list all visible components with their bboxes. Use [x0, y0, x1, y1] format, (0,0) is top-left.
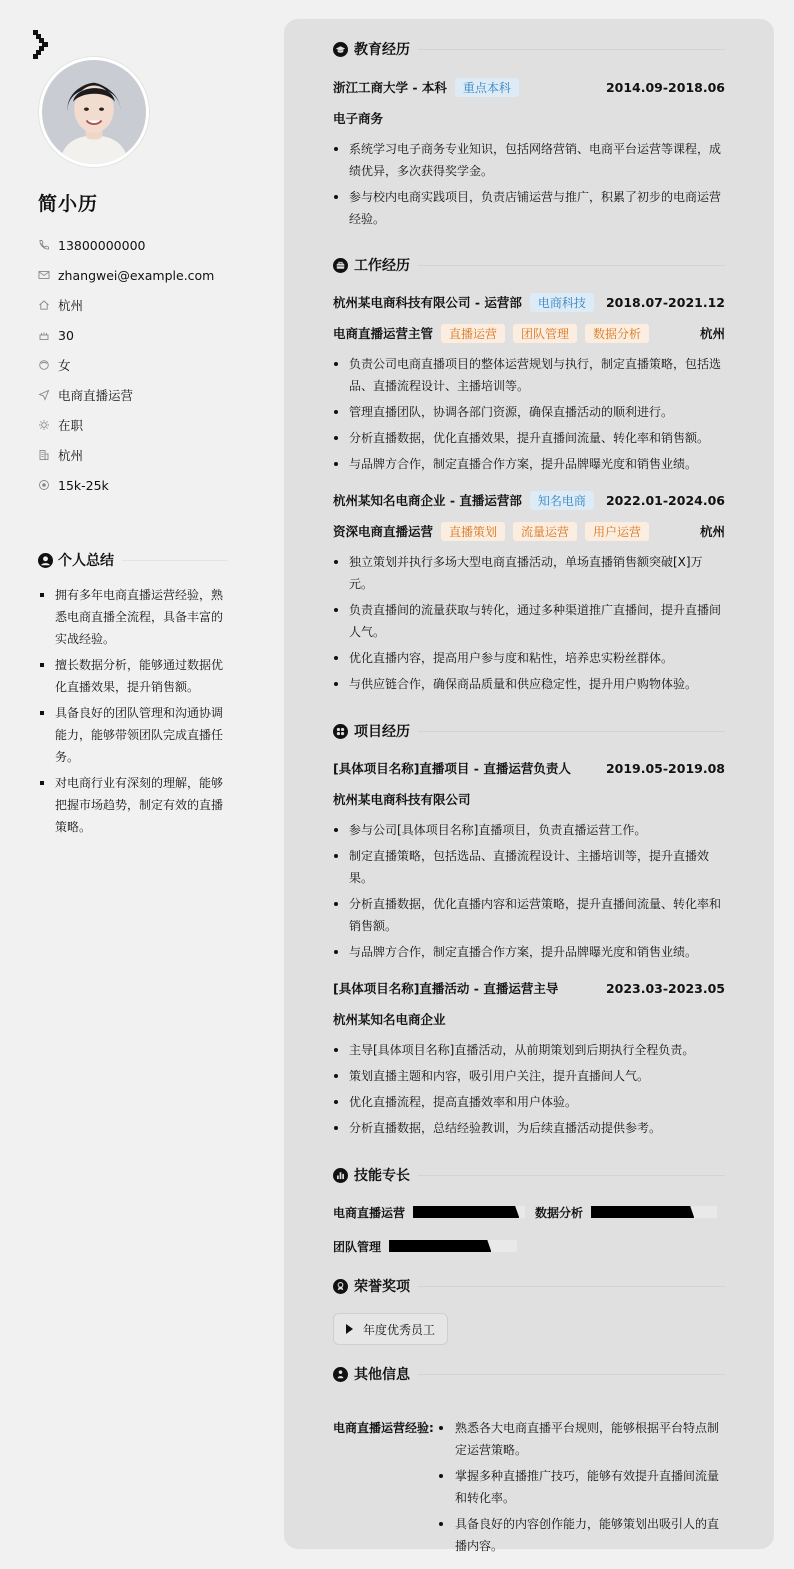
info-salary [38, 470, 214, 500]
gender-text: 女 [58, 358, 71, 373]
list-item: 策划直播主题和内容，吸引用户关注，提升直播间人气。 [333, 1065, 725, 1087]
profile-name: 简小历 [38, 193, 99, 215]
info-gender [38, 350, 214, 380]
list-item: 优化直播流程，提高直播效率和用户体验。 [333, 1091, 725, 1113]
job-city: 杭州 [699, 524, 725, 539]
job-row [333, 489, 725, 511]
project-org-row [333, 1008, 725, 1030]
role-row [333, 520, 725, 542]
summary-list [38, 584, 228, 838]
email-icon [38, 269, 50, 281]
list-item: 参与校内电商实践项目，负责店铺运营与推广，积累了初步的电商运营经验。 [333, 186, 725, 230]
list-item: 与品牌方合作，制定直播合作方案，提升品牌曝光度和销售业绩。 [333, 941, 725, 963]
summary-item: 对电商行业有深刻的理解，能够把握市场趋势，制定有效的直播策略。 [38, 772, 228, 838]
project-org-row [333, 788, 725, 810]
project-bullets [333, 819, 725, 963]
job-bullets [333, 353, 725, 475]
company-tag: 知名电商 [530, 491, 594, 510]
skill-bar-fill [591, 1206, 694, 1218]
work-header [333, 254, 725, 276]
user-circle-icon [38, 553, 53, 568]
job-entry [333, 291, 725, 479]
play-icon [346, 1324, 353, 1334]
job-row-left [333, 293, 594, 312]
summary-title: 个人总结 [58, 553, 114, 569]
project-name: [具体项目名称]直播活动 - 直播运营主导 [333, 981, 559, 996]
skill-bar-fill [413, 1206, 519, 1218]
salary-text: 15k-25k [58, 477, 109, 493]
list-item: 分析直播数据，优化直播效果，提升直播间流量、转化率和销售额。 [333, 427, 725, 449]
skill-bar [413, 1206, 525, 1218]
divider [418, 731, 725, 732]
project-org: 杭州某知名电商企业 [333, 1012, 446, 1027]
job-bullets [333, 551, 725, 695]
job-entry [333, 489, 725, 699]
list-item: 与供应链合作，确保商品质量和供应稳定性，提升用户购物体验。 [333, 673, 725, 695]
award-icon [333, 1279, 348, 1294]
position-text: 电商直播运营 [58, 388, 134, 403]
main-panel [284, 19, 774, 1553]
info-age [38, 320, 214, 350]
project-name: [具体项目名称]直播项目 - 直播运营负责人 [333, 761, 571, 776]
skill-item [333, 1236, 517, 1256]
list-item: 具备良好的内容创作能力，能够策划出吸引人的直播内容。 [437, 1513, 725, 1557]
education-bullets [333, 138, 725, 230]
company-name: 杭州某电商科技有限公司 - 运营部 [333, 295, 522, 310]
job-role: 资深电商直播运营 [333, 524, 434, 539]
status-icon [38, 419, 50, 431]
home-icon [38, 299, 50, 311]
other-title: 其他信息 [354, 1367, 410, 1383]
project-bullets [333, 1039, 725, 1139]
education-header [333, 38, 725, 60]
education-entry [333, 76, 725, 234]
list-item: 优化直播内容，提高用户参与度和粘性，培养忠实粉丝群体。 [333, 647, 725, 669]
avatar [39, 57, 149, 167]
phone-icon [38, 239, 50, 251]
summary-item: 具备良好的团队管理和沟通协调能力，能够带领团队完成直播任务。 [38, 702, 228, 768]
gender-icon [38, 359, 50, 371]
skill-name: 团队管理 [333, 1239, 382, 1254]
project-date: 2019.05-2019.08 [605, 760, 725, 776]
graduation-cap-icon [333, 42, 348, 57]
summary-item: 拥有多年电商直播运营经验，熟悉电商直播全流程，具备丰富的实战经验。 [38, 584, 228, 650]
other-header [333, 1363, 725, 1385]
summary-item: 擅长数据分析，能够通过数据优化直播效果，提升销售额。 [38, 654, 228, 698]
job-role: 电商直播运营主管 [333, 326, 434, 341]
avatar-portrait-icon [42, 60, 146, 164]
skill-tag: 团队管理 [513, 324, 577, 343]
briefcase-icon [333, 258, 348, 273]
project-date: 2023.03-2023.05 [605, 980, 725, 996]
list-item: 独立策划并执行多场大型电商直播活动，单场直播销售额突破[X]万元。 [333, 551, 725, 595]
other-list [437, 1417, 725, 1561]
phone-text: 13800000000 [58, 237, 146, 253]
send-icon [38, 389, 50, 401]
skill-item [535, 1202, 717, 1222]
divider [418, 1374, 725, 1375]
role-row-left [333, 324, 649, 343]
project-org: 杭州某电商科技有限公司 [333, 792, 471, 807]
role-row-left [333, 522, 649, 541]
skill-tag: 直播运营 [441, 324, 505, 343]
divider [418, 49, 725, 50]
list-item: 掌握多种直播推广技巧，能够有效提升直播间流量和转化率。 [437, 1465, 725, 1509]
project-entry [333, 977, 725, 1143]
job-date: 2018.07-2021.12 [605, 294, 725, 310]
skill-name: 电商直播运营 [333, 1205, 406, 1220]
skill-bar [591, 1206, 717, 1218]
contact-info-list [38, 230, 214, 500]
skill-tag: 用户运营 [585, 522, 649, 541]
job-city: 杭州 [699, 326, 725, 341]
education-row-left [333, 78, 519, 97]
city-text: 杭州 [58, 448, 84, 463]
list-item: 熟悉各大电商直播平台规则，能够根据平台特点制定运营策略。 [437, 1417, 725, 1461]
user-group-icon [333, 1367, 348, 1382]
skill-tag: 流量运营 [513, 522, 577, 541]
education-date: 2014.09-2018.06 [605, 79, 725, 95]
skill-item [333, 1202, 525, 1222]
age-icon [38, 329, 50, 341]
salary-icon [38, 479, 50, 491]
list-item: 分析直播数据，优化直播内容和运营策略，提升直播间流量、转化率和销售额。 [333, 893, 725, 937]
skill-tag: 数据分析 [585, 324, 649, 343]
projects-header [333, 720, 725, 742]
skill-tag: 直播策划 [441, 522, 505, 541]
list-item: 参与公司[具体项目名称]直播项目，负责直播运营工作。 [333, 819, 725, 841]
skills-title: 技能专长 [354, 1168, 410, 1184]
job-row-left [333, 491, 594, 510]
project-row [333, 757, 725, 779]
education-row [333, 76, 725, 98]
grid-icon [333, 724, 348, 739]
status-text: 在职 [58, 418, 84, 433]
skill-bar-fill [389, 1240, 491, 1252]
info-status [38, 410, 214, 440]
skill-bar [389, 1240, 517, 1252]
honor-item-button[interactable] [333, 1313, 448, 1345]
list-item: 系统学习电子商务专业知识，包括网络营销、电商平台运营等课程，成绩优异，多次获得奖学金。 [333, 138, 725, 182]
project-row [333, 977, 725, 999]
major-row [333, 107, 725, 129]
info-phone [38, 230, 214, 260]
company-name: 杭州某知名电商企业 - 直播运营部 [333, 493, 522, 508]
divider [418, 1286, 725, 1287]
summary-header [38, 548, 228, 572]
logo-icon [33, 30, 53, 60]
education-tag: 重点本科 [455, 78, 519, 97]
list-item: 管理直播团队，协调各部门资源，确保直播活动的顺利进行。 [333, 401, 725, 423]
major: 电子商务 [333, 111, 384, 126]
building-icon [38, 449, 50, 461]
divider [418, 1175, 725, 1176]
honor-label: 年度优秀员工 [363, 1322, 436, 1337]
email-text: zhangwei@example.com [58, 267, 215, 283]
info-location [38, 290, 214, 320]
bar-chart-icon [333, 1168, 348, 1183]
skill-name: 数据分析 [535, 1205, 584, 1220]
other-label: 电商直播运营经验: [333, 1421, 434, 1435]
projects-title: 项目经历 [354, 724, 410, 740]
job-row [333, 291, 725, 313]
age-text: 30 [58, 327, 74, 343]
info-city [38, 440, 214, 470]
education-title: 教育经历 [354, 42, 410, 58]
sidebar [0, 0, 284, 1569]
company-tag: 电商科技 [530, 293, 594, 312]
list-item: 与品牌方合作，制定直播合作方案，提升品牌曝光度和销售业绩。 [333, 453, 725, 475]
summary-section [38, 548, 228, 842]
skills-header [333, 1164, 725, 1186]
honors-header [333, 1275, 725, 1297]
list-item: 负责公司电商直播项目的整体运营规划与执行，制定直播策略，包括选品、直播流程设计、主播培训等。 [333, 353, 725, 397]
role-row [333, 322, 725, 344]
divider [122, 560, 228, 561]
info-email [38, 260, 214, 290]
divider [418, 265, 725, 266]
list-item: 主导[具体项目名称]直播活动，从前期策划到后期执行全程负责。 [333, 1039, 725, 1061]
list-item: 分析直播数据，总结经验教训，为后续直播活动提供参考。 [333, 1117, 725, 1139]
list-item: 负责直播间的流量获取与转化，通过多种渠道推广直播间，提升直播间人气。 [333, 599, 725, 643]
work-title: 工作经历 [354, 258, 410, 274]
info-position [38, 380, 214, 410]
project-entry [333, 757, 725, 967]
location-text: 杭州 [58, 298, 84, 313]
school-name: 浙江工商大学 - 本科 [333, 80, 447, 95]
job-date: 2022.01-2024.06 [605, 492, 725, 508]
other-info [333, 1417, 725, 1561]
honors-title: 荣誉奖项 [354, 1279, 410, 1295]
list-item: 制定直播策略，包括选品、直播流程设计、主播培训等，提升直播效果。 [333, 845, 725, 889]
